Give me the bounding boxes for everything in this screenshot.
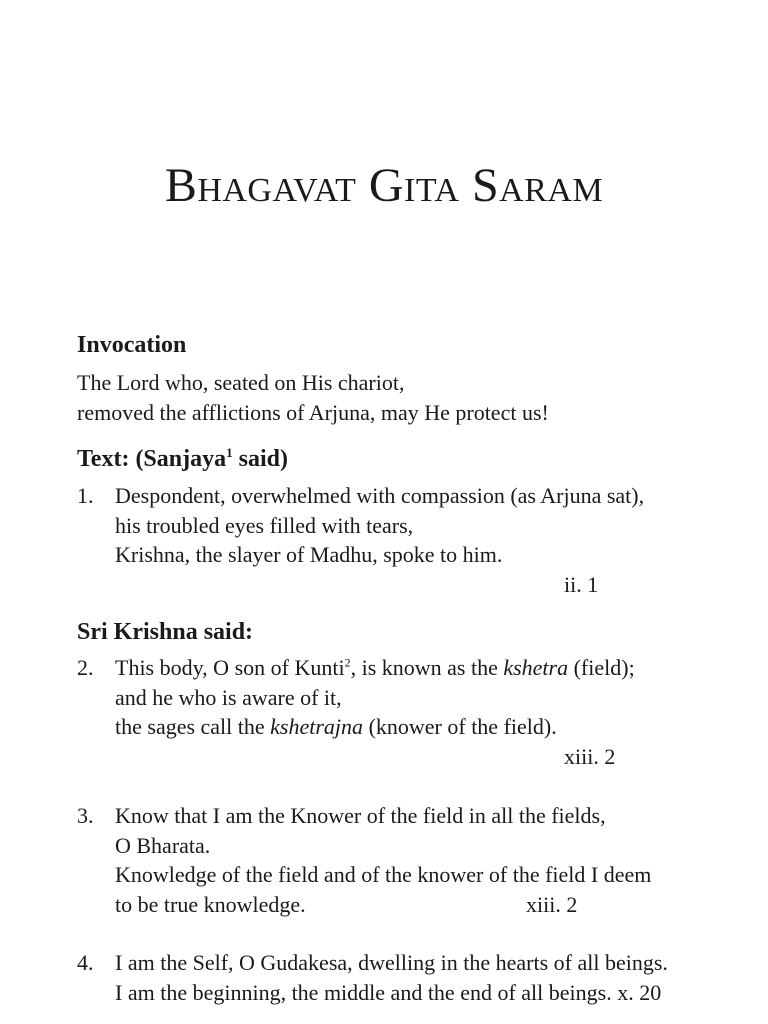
- verse-line: Knowledge of the field and of the knower of the field I deem: [115, 862, 652, 887]
- verse-line: Know that I am the Knower of the field in all the fields,: [115, 803, 606, 828]
- verse-1: [77, 481, 697, 599]
- verse-3: [77, 801, 697, 919]
- verse-reference: ii. 1: [564, 571, 599, 597]
- page-title: Bhagavat Gita Saram: [164, 159, 604, 212]
- verse-line: [77, 712, 697, 742]
- text-heading-prefix: Text: (Sanjaya: [77, 446, 227, 472]
- verse-line: I am the Self, O Gudakesa, dwelling in the hearts of all beings.: [115, 950, 668, 975]
- verse-2: [77, 653, 697, 771]
- verse-number: 1.: [77, 483, 94, 508]
- verse-number: 2.: [77, 655, 94, 680]
- verse-text: (field);: [568, 655, 635, 680]
- verse-number: 4.: [77, 950, 94, 975]
- invocation-line: removed the afflictions of Arjuna, may He protect us!: [77, 399, 549, 425]
- verse-line: and he who is aware of it,: [115, 684, 342, 710]
- invocation-heading: Invocation: [77, 332, 187, 358]
- invocation-line: The Lord who, seated on His chariot,: [77, 370, 405, 395]
- verse-text: This body, O son of Kunti: [115, 655, 345, 680]
- footnote-marker: 2: [344, 655, 351, 670]
- verse-line: I am the beginning, the middle and the end of all beings. x. 20: [115, 979, 662, 1005]
- verse-text: (knower of the field).: [363, 714, 557, 739]
- verse-line: [77, 890, 697, 920]
- verse-line: O Bharata.: [115, 832, 211, 858]
- krishna-heading: Sri Krishna said:: [77, 619, 254, 645]
- verse-text: the sages call the: [115, 714, 271, 739]
- text-heading-suffix: said): [232, 446, 288, 472]
- verse-text: , is known as the: [350, 655, 504, 680]
- verse-line: Krishna, the slayer of Madhu, spoke to him.: [115, 542, 503, 567]
- verse-ref-row: [77, 742, 697, 772]
- verse-reference: xiii. 2: [564, 743, 616, 769]
- italic-term: kshetra: [503, 655, 569, 680]
- verse-reference: xiii. 2: [526, 891, 578, 917]
- verse-line: his troubled eyes filled with tears,: [115, 512, 414, 538]
- verse-ref-row: [77, 570, 697, 600]
- text-heading: [77, 444, 288, 474]
- verse-line: [77, 653, 697, 683]
- verse-text: to be true knowledge.: [115, 891, 306, 917]
- footnote-marker: 1: [226, 445, 233, 460]
- invocation-text: [77, 368, 549, 427]
- italic-term: kshetrajna: [270, 714, 364, 739]
- verse-line: Despondent, overwhelmed with compassion (as Arjuna sat),: [115, 483, 645, 508]
- verse-4: [77, 948, 697, 1007]
- verse-number: 3.: [77, 803, 94, 828]
